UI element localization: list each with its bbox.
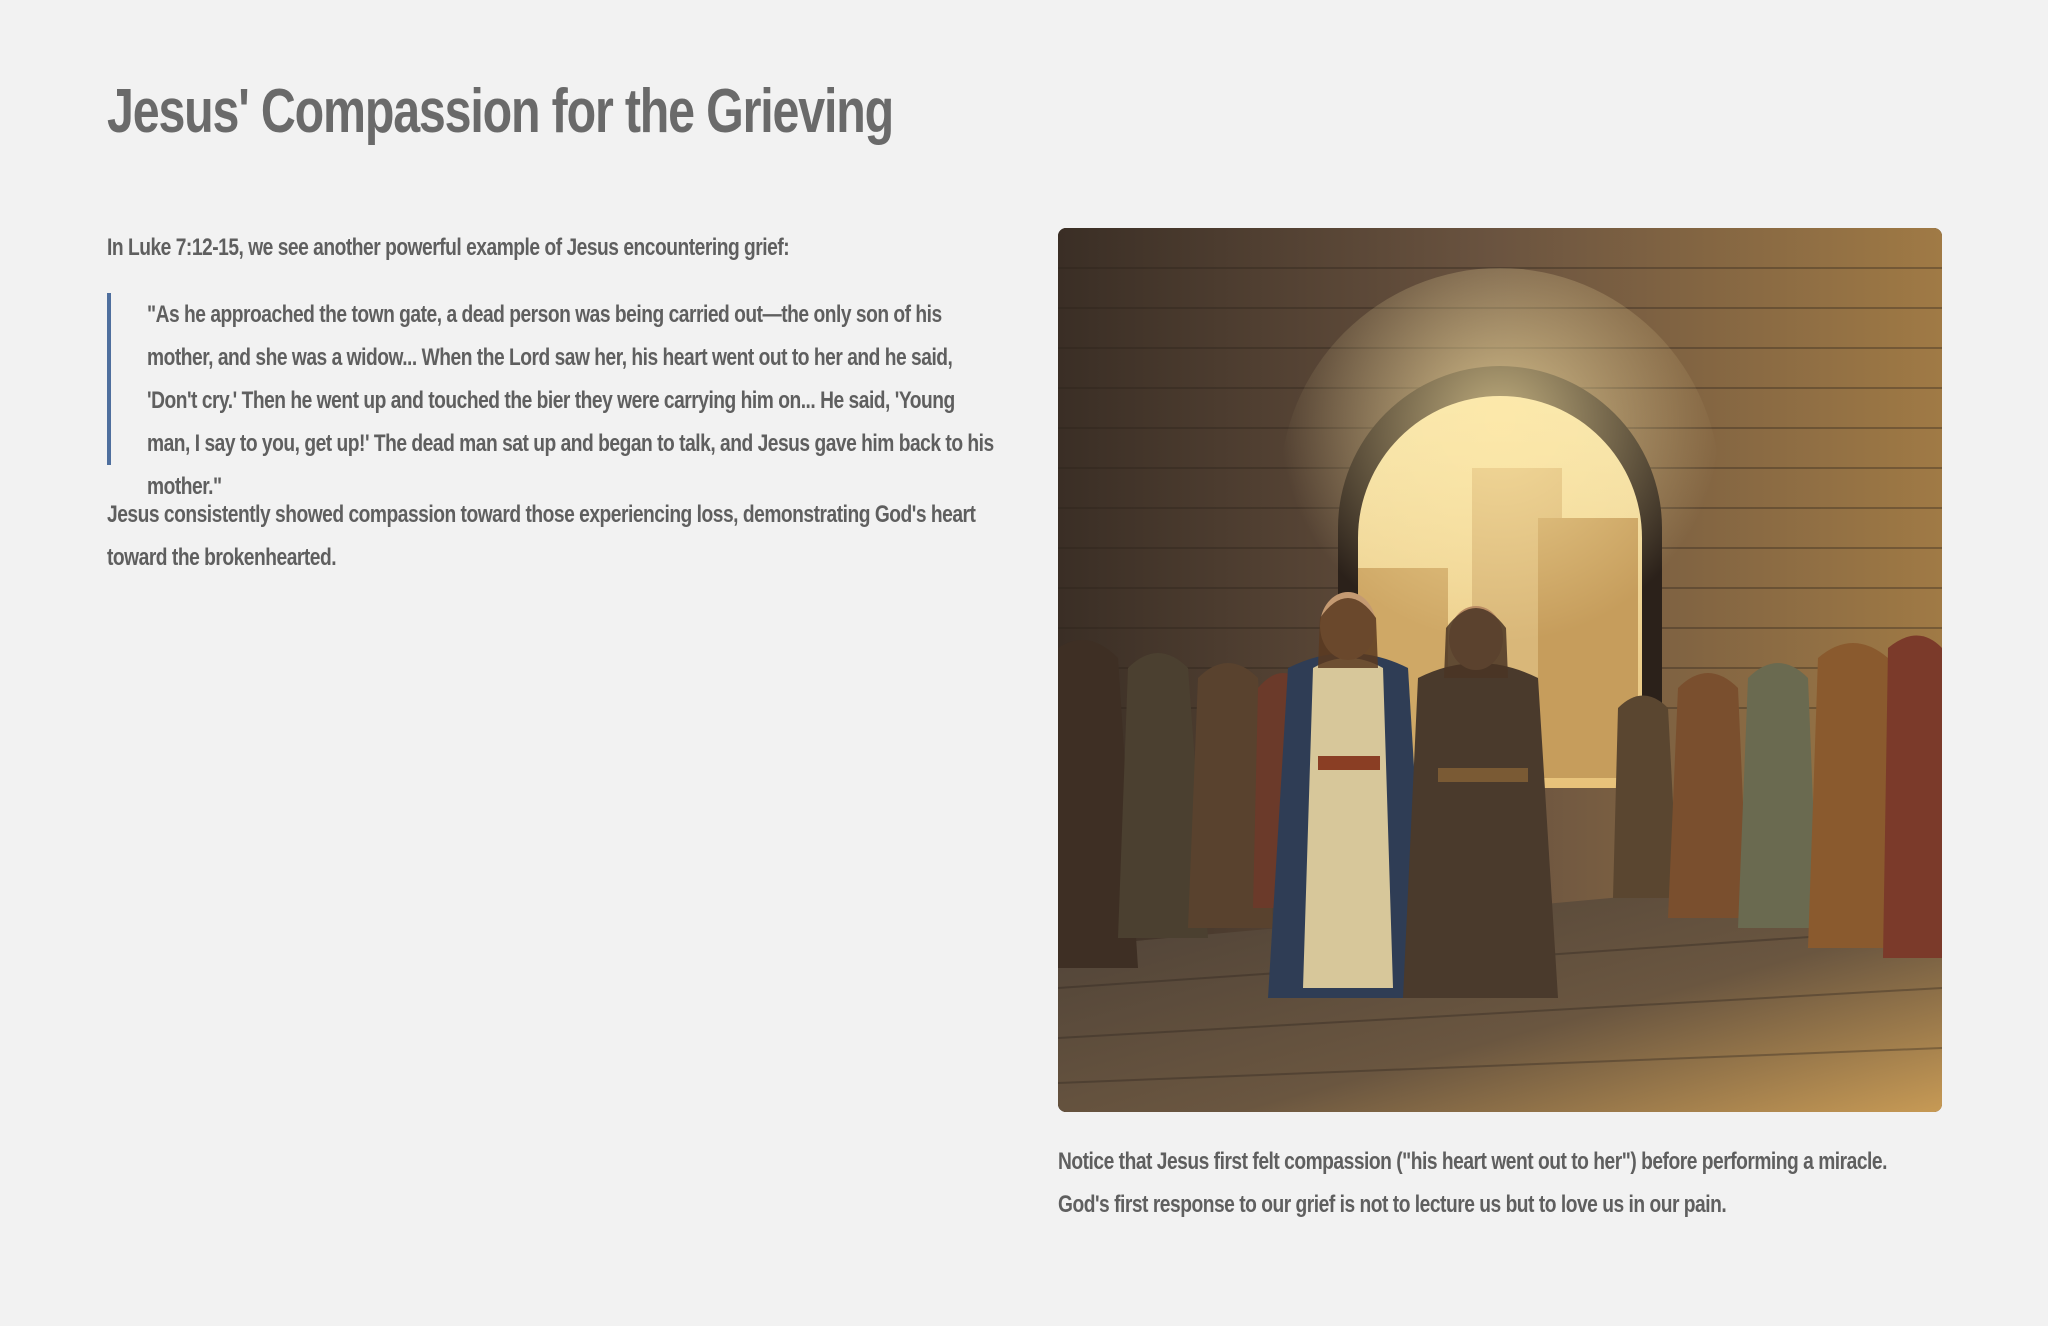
scripture-quote [107,293,997,500]
slide-title: Jesus' Compassion for the Grieving [107,77,893,146]
illustration-image [1058,228,1942,1112]
quote-text: "As he approached the town gate, a dead person was being carried out—the only son of his mother, and she was a widow... When the Lord saw her, his heart went out to her and he said, 'Don't cry.' Then he went up and touched the bier they were carrying him on... He said, 'Young man, I say to you, get up!' The dead man sat up and began to talk, and Jesus gave him back to his mother." [147,301,994,500]
body-text: Jesus consistently showed compassion toward those experiencing loss, demonstrating God's heart toward the brokenhearted. [107,501,976,571]
intro-text: In Luke 7:12-15, we see another powerful example of Jesus encountering grief: [107,234,790,261]
image-caption: Notice that Jesus first felt compassion ("his heart went out to her") before performing a miracle. God's first response to our grief is not to lecture us but to love us in our pain. [1058,1148,1887,1218]
left-column [107,226,997,579]
